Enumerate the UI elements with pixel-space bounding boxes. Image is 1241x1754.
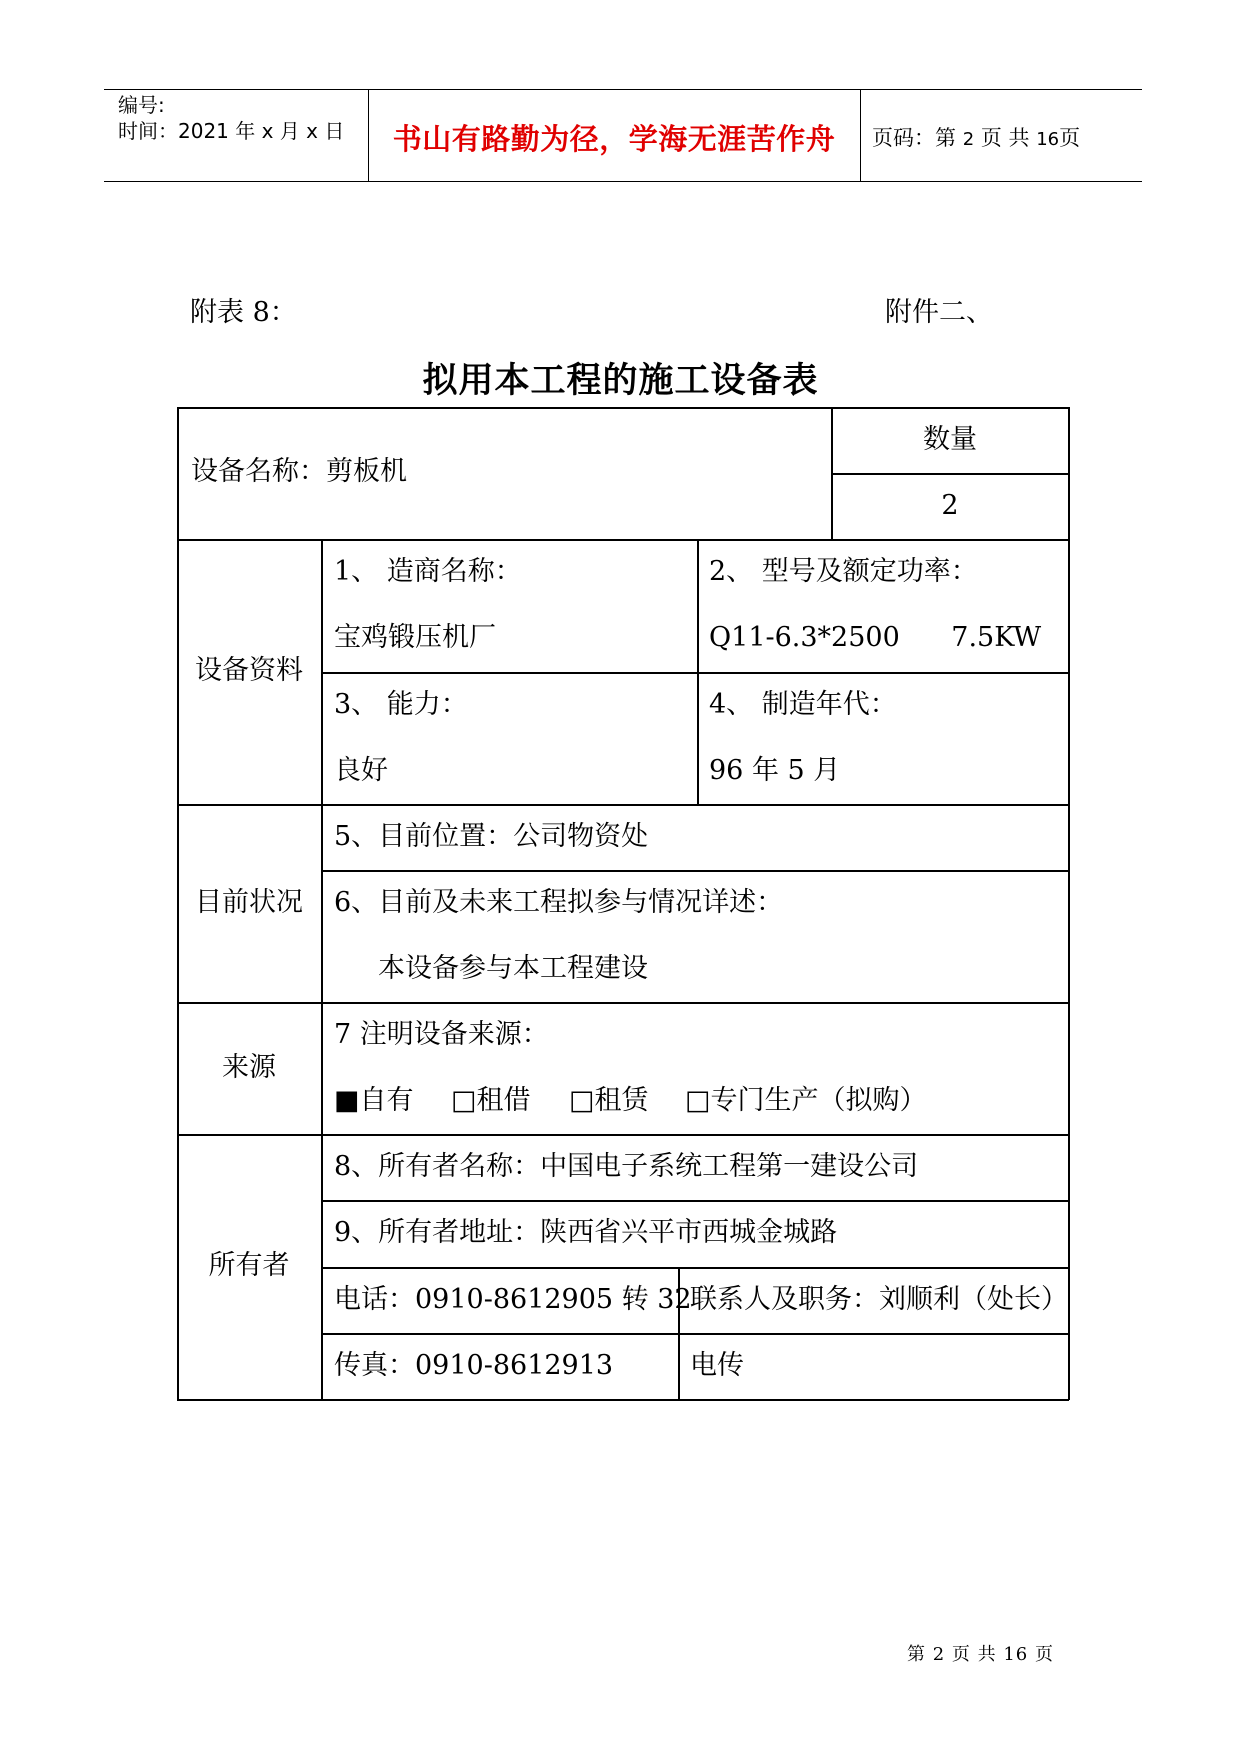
page-title: 拟用本工程的施工设备表 <box>422 361 819 401</box>
capacity-value: 良好 <box>334 755 388 786</box>
owner-name: 8、所有者名称：中国电子系统工程第一建设公司 <box>334 1151 919 1182</box>
source-option-own: ■自有 <box>334 1085 414 1116</box>
page-mid: 页 共 <box>980 126 1030 150</box>
header-page-info <box>872 122 1080 152</box>
header-motto: 书山有路勤为径，学海无涯苦作舟 <box>392 122 836 156</box>
source-option-buy: □专门生产（拟购） <box>685 1085 927 1116</box>
table-rule <box>321 870 1069 872</box>
page-suffix: 页 <box>1059 126 1081 150</box>
table-rule <box>321 1200 1069 1202</box>
attachment-label: 附件二、 <box>885 297 993 328</box>
manufacture-date-value: 96 年 5 月 <box>709 755 841 786</box>
table-rule <box>831 473 1069 475</box>
source-option-lease: □租赁 <box>569 1085 649 1116</box>
equipment-table <box>177 407 1069 1400</box>
page-prefix: 页码：第 <box>872 126 956 150</box>
header-bottom-rule <box>104 181 1142 182</box>
current-location: 5、目前位置：公司物资处 <box>334 821 649 852</box>
owner-label: 所有者 <box>208 1250 290 1281</box>
table-rule <box>321 539 323 1400</box>
manufacturer-label: 1、 造商名称： <box>334 556 522 587</box>
table-border <box>177 1399 1069 1401</box>
participation-value: 本设备参与本工程建设 <box>378 953 648 984</box>
table-rule <box>321 672 1069 674</box>
owner-telex-label: 电传 <box>690 1350 744 1381</box>
table-rule <box>177 539 1069 541</box>
model-power-label: 2、 型号及额定功率： <box>709 556 978 587</box>
page-number: 2 <box>962 129 975 150</box>
equipment-info-label: 设备资料 <box>195 655 303 686</box>
source-label: 来源 <box>222 1052 276 1083</box>
page-total: 16 <box>1036 129 1060 150</box>
page-footer: 第 2 页 共 16 页 <box>907 1644 1054 1665</box>
table-border <box>1068 407 1070 1400</box>
owner-contact: 联系人及职务：刘顺利（处长） <box>690 1284 1068 1315</box>
header-divider <box>860 89 861 182</box>
quantity-label: 数量 <box>923 424 977 455</box>
table-rule <box>697 539 699 805</box>
manufacture-date-label: 4、 制造年代： <box>709 689 897 720</box>
source-note-label: 7 注明设备来源： <box>334 1019 549 1050</box>
attachment-table-label: 附表 8： <box>190 297 297 328</box>
table-rule <box>321 1267 1069 1269</box>
source-option-rent: □租借 <box>451 1085 531 1116</box>
current-status-label: 目前状况 <box>195 887 303 918</box>
page-header <box>104 89 1142 183</box>
model-power-value: Q11-6.3*2500 7.5KW <box>709 622 1042 653</box>
table-rule <box>177 1134 1069 1136</box>
quantity-value: 2 <box>941 490 959 521</box>
doc-number-label: 编号: <box>118 93 165 117</box>
table-rule <box>177 804 1069 806</box>
table-border <box>177 407 1069 409</box>
doc-time-label: 时间：2021 年 x 月 x 日 <box>118 119 345 143</box>
owner-fax: 传真：0910-8612913 <box>334 1350 614 1381</box>
table-rule <box>321 1333 1069 1335</box>
table-rule <box>177 1002 1069 1004</box>
owner-address: 9、所有者地址：陕西省兴平市西城金城路 <box>334 1217 838 1248</box>
equipment-name: 设备名称：剪板机 <box>191 456 407 487</box>
owner-phone: 电话：0910-8612905 转 32 <box>334 1284 692 1315</box>
participation-label: 6、目前及未来工程拟参与情况详述： <box>334 887 784 918</box>
capacity-label: 3、 能力： <box>334 689 468 720</box>
manufacturer-value: 宝鸡锻压机厂 <box>334 622 496 653</box>
header-top-rule <box>104 89 1142 90</box>
